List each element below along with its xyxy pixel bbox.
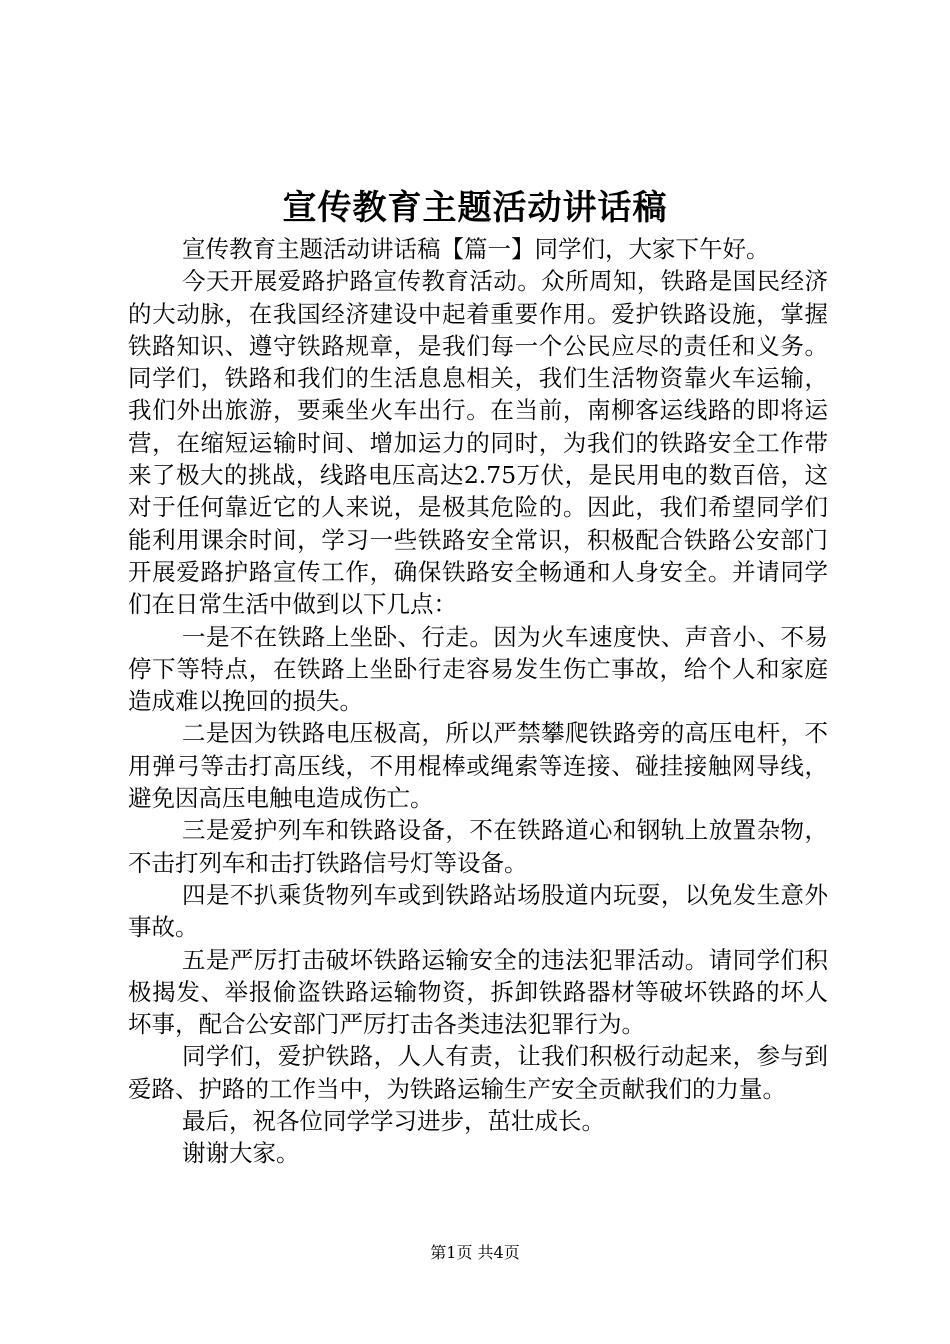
paragraph: 今天开展爱路护路宣传教育活动。众所周知，铁路是国民经济的大动脉，在我国经济建设中起着重要作用。爱护铁路设施，掌握铁路知识、遵守铁路规章，是我们每一个公民应尽的责任和义务。同学们，铁路和我们的生活息息相关，我们生活物资靠火车运输，我们外出旅游，要乘坐火车出行。在当前，南柳客运线路的即将运营，在缩短运输时间、增加运力的同时，为我们的铁路安全工作带来了极大的挑战，线路电压高达2.75万伏，是民用电的数百倍，这对于任何靠近它的人来说，是极其危险的。因此，我们希望同学们能利用课余时间，学习一些铁路安全常识，积极配合铁路公安部门开展爱路护路宣传工作，确保铁路安全畅通和人身安全。并请同学们在日常生活中做到以下几点： xyxy=(128,267,828,619)
paragraph: 宣传教育主题活动讲话稿【篇一】同学们，大家下午好。 xyxy=(182,235,770,263)
paragraph: 同学们，爱护铁路，人人有责，让我们积极行动起来，参与到爱路、护路的工作当中，为铁路运输生产安全贡献我们的力量。 xyxy=(128,1042,828,1103)
paragraph: 四是不扒乘货物列车或到铁路站场股道内玩耍，以免发生意外事故。 xyxy=(128,880,828,942)
document-title: 宣传教育主题活动讲话稿 xyxy=(282,188,668,228)
paragraph: 谢谢大家。 xyxy=(182,1139,300,1168)
paragraph: 二是因为铁路电压极高，所以严禁攀爬铁路旁的高压电杆，不用弹弓等击打高压线，不用棍棒或绳索等连接、碰挂接触网导线，避免因高压电触电造成伤亡。 xyxy=(128,719,828,813)
page-number-footer: 第1页 共4页 xyxy=(430,1243,520,1262)
paragraph: 五是严厉打击破坏铁路运输安全的违法犯罪活动。请同学们积极揭发、举报偷盗铁路运输物资，拆卸铁路器材等破坏铁路的坏人坏事，配合公安部门严厉打击各类违法犯罪行为。 xyxy=(128,945,828,1039)
paragraph: 最后，祝各位同学学习进步，茁壮成长。 xyxy=(182,1107,606,1136)
paragraph: 一是不在铁路上坐卧、行走。因为火车速度快、声音小、不易停下等特点，在铁路上坐卧行走容易发生伤亡事故，给个人和家庭造成难以挽回的损失。 xyxy=(128,622,828,716)
document-body xyxy=(128,233,828,1170)
paragraph: 三是爱护列车和铁路设备，不在铁路道心和钢轨上放置杂物，不击打列车和击打铁路信号灯等设备。 xyxy=(128,816,828,877)
